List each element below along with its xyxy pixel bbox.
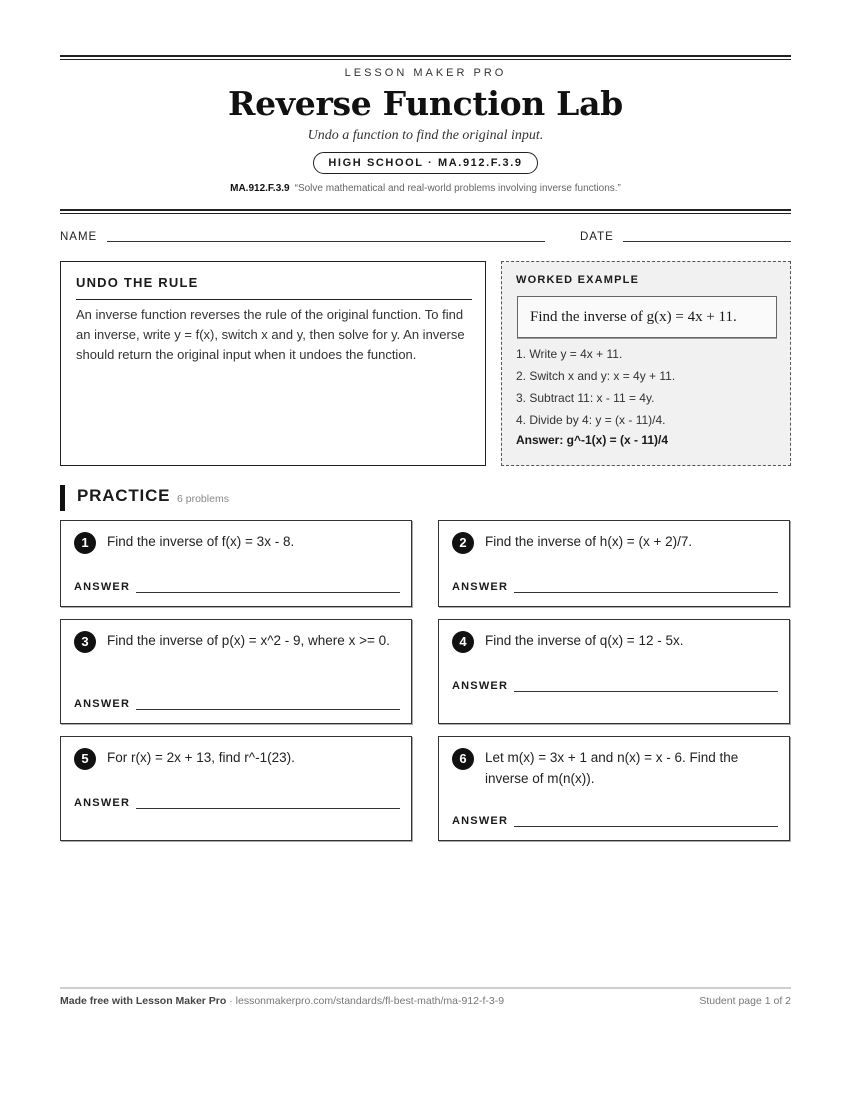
footer-credit: Made free with Lesson Maker Pro · lessonmakerpro.com/standards/fl-best-math/ma-912-f-3-9 xyxy=(60,995,505,1007)
worked-step: 3. Subtract 11: x - 11 = 4y. xyxy=(516,391,655,405)
worked-step: 4. Divide by 4: y = (x - 11)/4. xyxy=(516,413,666,427)
practice-accent-bar xyxy=(60,485,65,511)
answer-label: ANSWER xyxy=(74,698,131,710)
problem-number-badge: 2 xyxy=(452,532,474,554)
problem-card-6 xyxy=(438,736,790,841)
answer-field[interactable] xyxy=(136,709,400,710)
header-top-rule xyxy=(60,55,791,60)
problem-card-5 xyxy=(60,736,412,841)
answer-label: ANSWER xyxy=(452,815,509,827)
problem-number-badge: 1 xyxy=(74,532,96,554)
footer-page-number: Student page 1 of 2 xyxy=(699,995,791,1007)
answer-label: ANSWER xyxy=(452,680,509,692)
problem-text: Find the inverse of q(x) = 12 - 5x. xyxy=(485,633,684,648)
answer-label: ANSWER xyxy=(74,581,131,593)
answer-field[interactable] xyxy=(514,592,778,593)
problem-card-3 xyxy=(60,619,412,724)
worked-step: 2. Switch x and y: x = 4y + 11. xyxy=(516,369,676,383)
answer-field[interactable] xyxy=(136,592,400,593)
page-subtitle: Undo a function to find the original input. xyxy=(307,128,544,143)
problem-number-badge: 5 xyxy=(74,748,96,770)
page-title: Reverse Function Lab xyxy=(228,84,623,123)
problem-number-badge: 6 xyxy=(452,748,474,770)
answer-field[interactable] xyxy=(514,691,778,692)
practice-count: 6 problems xyxy=(177,493,229,505)
worked-example-answer: Answer: g^-1(x) = (x - 11)/4 xyxy=(516,433,669,447)
problem-number-badge: 3 xyxy=(74,631,96,653)
problem-text: Find the inverse of p(x) = x^2 - 9, where x >= 0. xyxy=(107,633,390,648)
practice-heading: PRACTICE xyxy=(77,486,171,505)
answer-label: ANSWER xyxy=(74,797,131,809)
problem-card-2 xyxy=(438,520,790,607)
standard-code: MA.912.F.3.9 xyxy=(230,183,290,194)
date-label: DATE xyxy=(580,231,614,243)
worked-example-heading: WORKED EXAMPLE xyxy=(516,274,640,286)
answer-label: ANSWER xyxy=(452,581,509,593)
worked-example-steps xyxy=(516,343,675,431)
worked-step: 1. Write y = 4x + 11. xyxy=(516,347,623,361)
undo-rule-box xyxy=(60,261,486,466)
undo-rule-body: An inverse function reverses the rule of the original function. To find an inverse, write y = f(x), switch x and y, then solve for y. An inverse should return the original input when it undoes the function. xyxy=(76,307,465,362)
answer-field[interactable] xyxy=(136,808,400,809)
worked-example-box xyxy=(501,261,791,466)
footer-rule xyxy=(60,987,791,989)
footer-made-with: Made free with Lesson Maker Pro xyxy=(60,995,227,1007)
problem-card-4 xyxy=(438,619,790,724)
name-label: NAME xyxy=(60,231,98,243)
undo-rule-divider xyxy=(76,299,472,300)
undo-rule-heading: UNDO THE RULE xyxy=(76,275,199,290)
worked-example-problem: Find the inverse of g(x) = 4x + 11. xyxy=(517,296,777,338)
standard-description: “Solve mathematical and real-world problems involving inverse functions.” xyxy=(294,183,621,194)
problem-text: Let m(x) = 3x + 1 and n(x) = x - 6. Find the inverse of m(n(x)). xyxy=(485,750,739,786)
level-badge-wrap xyxy=(60,152,791,174)
problem-text: For r(x) = 2x + 13, find r^-1(23). xyxy=(107,750,295,765)
problem-card-1 xyxy=(60,520,412,607)
header-bottom-rule xyxy=(60,209,791,214)
footer-url[interactable]: lessonmakerpro.com/standards/fl-best-math/ma-912-f-3-9 xyxy=(235,995,505,1007)
name-field[interactable] xyxy=(107,241,545,242)
level-badge: HIGH SCHOOL · MA.912.F.3.9 xyxy=(313,152,537,174)
brand-name: LESSON MAKER PRO xyxy=(344,67,507,79)
date-field[interactable] xyxy=(623,241,791,242)
problem-text: Find the inverse of f(x) = 3x - 8. xyxy=(107,534,295,549)
answer-field[interactable] xyxy=(514,826,778,827)
standard-line xyxy=(60,183,791,194)
problem-text: Find the inverse of h(x) = (x + 2)/7. xyxy=(485,534,693,549)
problem-number-badge: 4 xyxy=(452,631,474,653)
